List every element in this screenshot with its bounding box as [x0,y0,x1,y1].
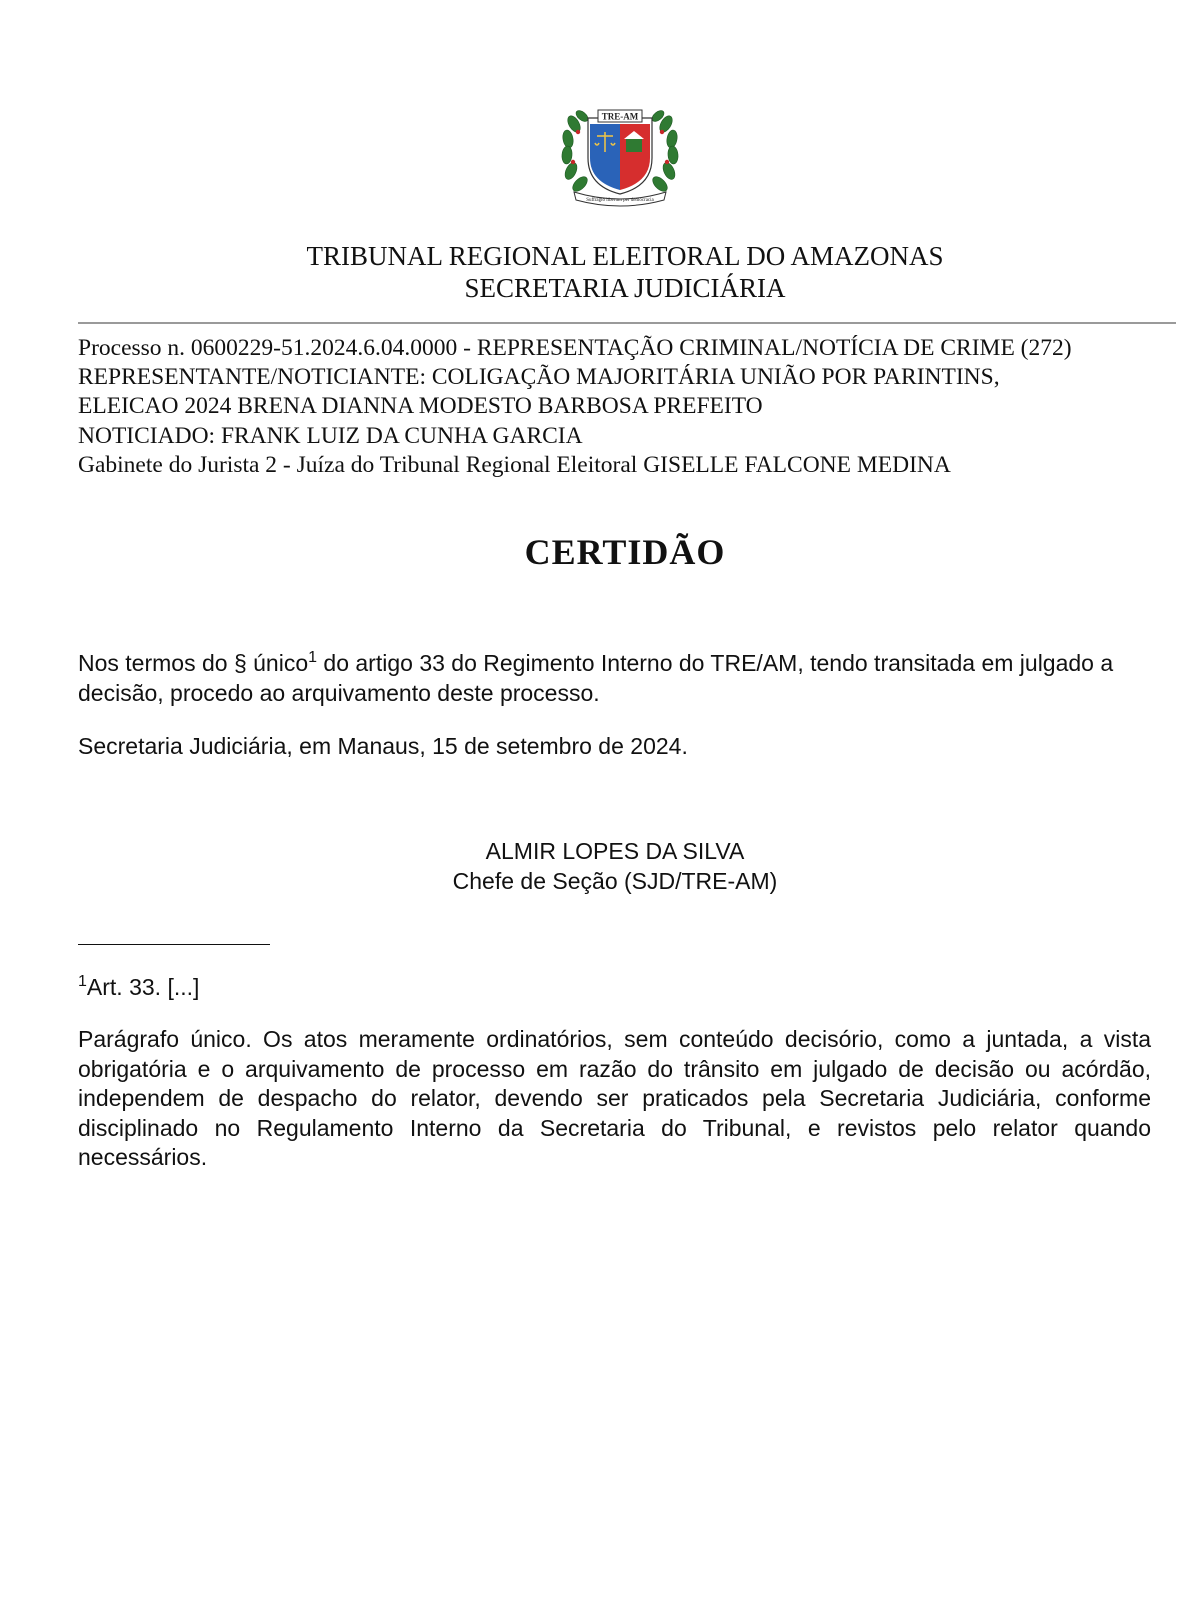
case-number-line: Processo n. 0600229-51.2024.6.04.0000 - REPRESENTAÇÃO CRIMINAL/NOTÍCIA DE CRIME (272) [78,335,1072,361]
accused-line: NOTICIADO: FRANK LUIZ DA CUNHA GARCIA [78,422,583,449]
footnote-text: Parágrafo único. Os atos meramente ordinatórios, sem conteúdo decisório, como a juntada, a vista obrigatória e o arquivamento de processo em razão do trânsito em julgado de decisão ou acórdão, independem de despacho do relator, devendo ser praticados pela Secretaria Judiciária, conforme disciplinado no Regulamento Interno da Secretaria do Tribunal, e revistos pelo relator quando necessários. [78,1026,1151,1170]
signer-role: Chefe de Seção (SJD/TRE-AM) [452,868,778,894]
case-info-block [78,334,1168,480]
paragraph-text-end: do artigo 33 do Regimento Interno do TRE/AM, tendo transitada em julgado a decisão, procedo ao arquivamento deste processo. [78,650,1114,706]
footnote-reference [78,972,199,1002]
footnote-article: Art. 33. [...] [86,974,200,1000]
tre-am-emblem-icon [560,94,680,214]
header-divider [78,322,1176,324]
footnote-marker: 1 [308,649,318,666]
emblem-motto-text: Suffragio liberum per democracia [586,198,654,203]
footnote-separator [78,944,270,945]
secretariat-name: SECRETARIA JUDICIÁRIA [464,273,786,303]
paragraph-text-start: Nos termos do § único [78,650,309,676]
tribunal-name: TRIBUNAL REGIONAL ELEITORAL DO AMAZONAS [306,241,944,271]
representative-line: REPRESENTANTE/NOTICIANTE: COLIGAÇÃO MAJORITÁRIA UNIÃO POR PARINTINS, [78,364,1000,391]
signer-name: ALMIR LOPES DA SILVA [485,838,745,864]
emblem-banner-text: TRE-AM [601,111,639,122]
certificate-paragraph [78,648,1168,708]
place-date: Secretaria Judiciária, em Manaus, 15 de setembro de 2024. [78,733,688,759]
footnote-number: 1 [78,973,87,990]
document-title: CERTIDÃO [524,532,726,572]
cabinet-line: Gabinete do Jurista 2 - Juíza do Tribunal Regional Eleitoral GISELLE FALCONE MEDINA [78,451,951,478]
representative-line-continued: ELEICAO 2024 BRENA DIANNA MODESTO BARBOSA PREFEITO [78,393,763,420]
